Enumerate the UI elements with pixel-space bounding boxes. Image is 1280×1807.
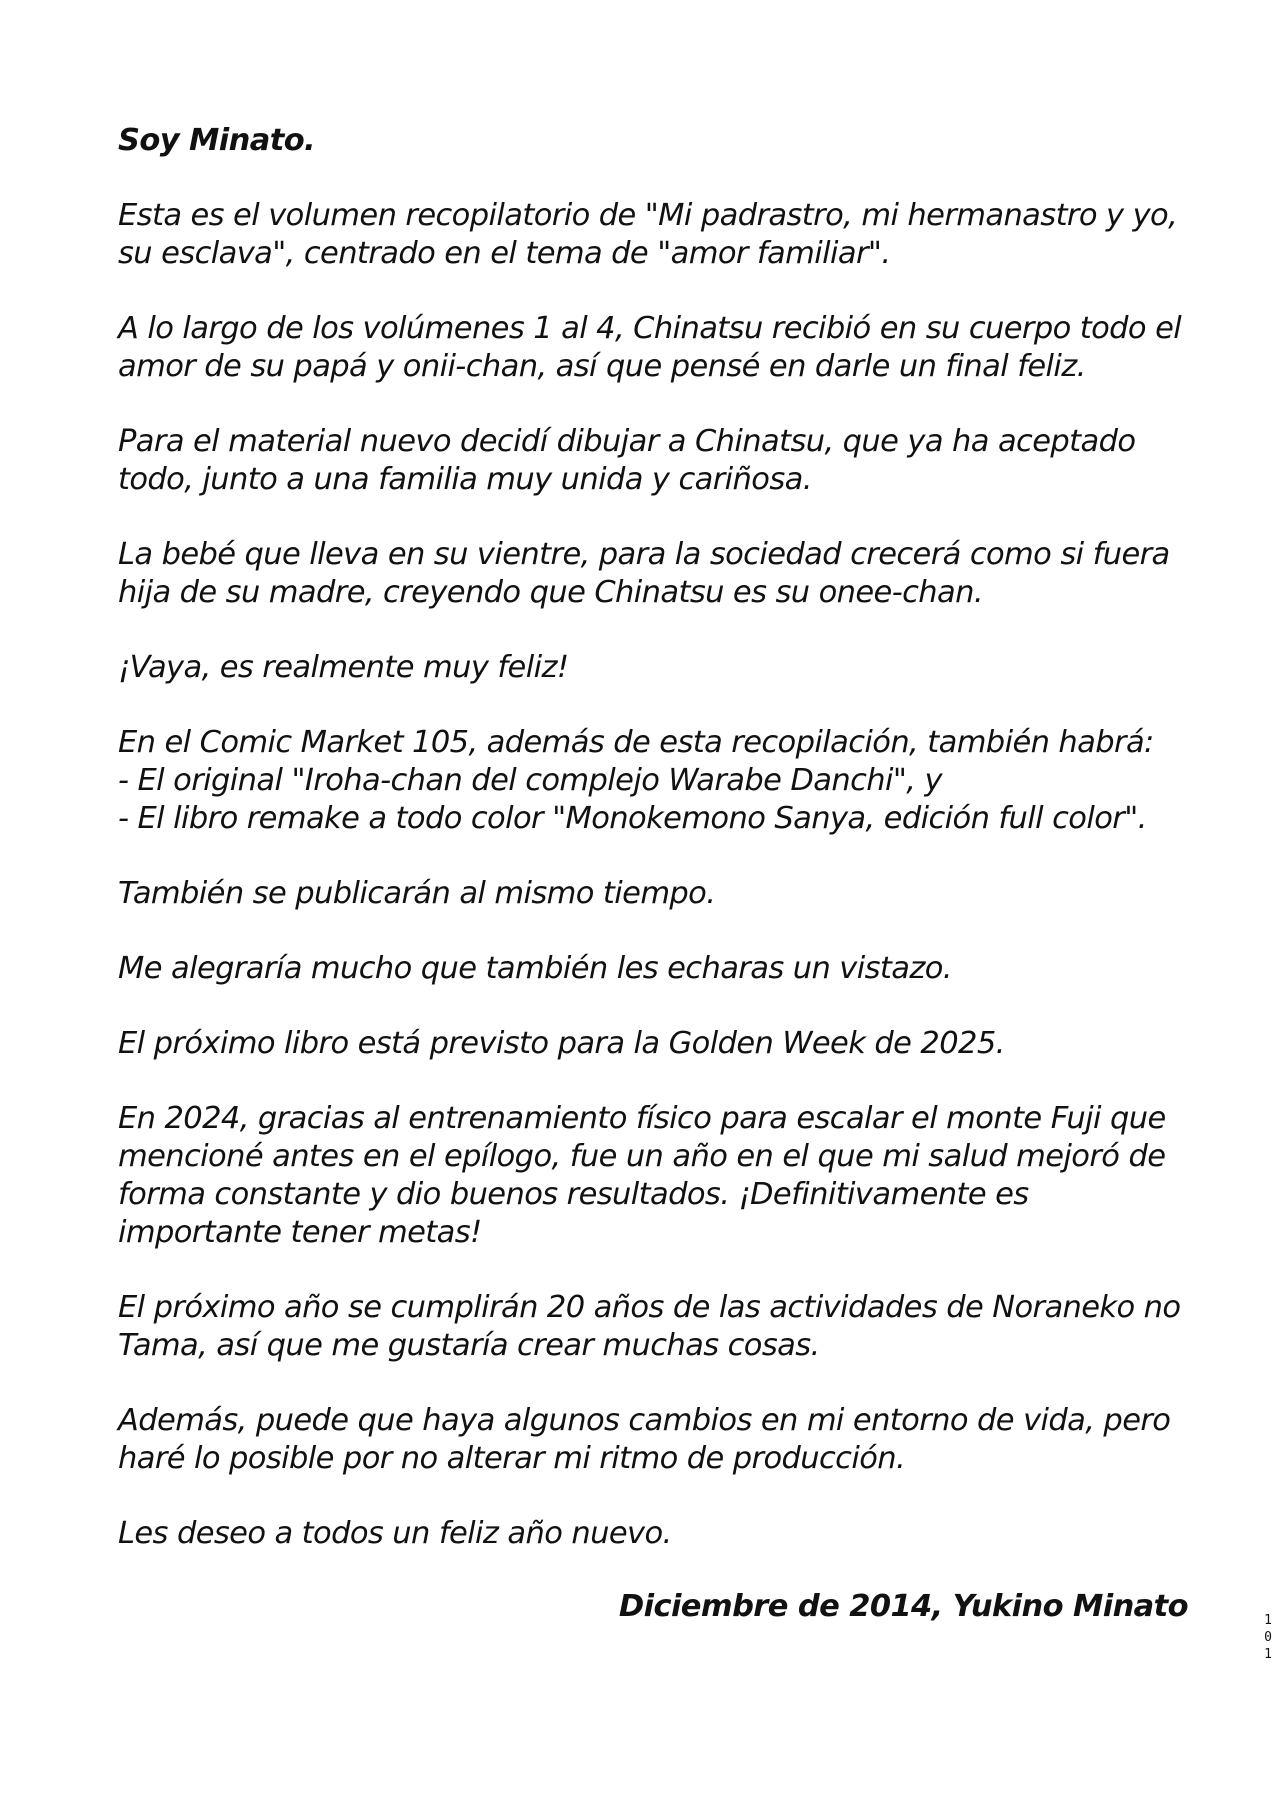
paragraph-10 bbox=[118, 1100, 1188, 1252]
paragraph-13 bbox=[118, 1515, 1188, 1553]
page-number-text bbox=[1262, 1612, 1274, 1663]
paragraph-line: amor de su papá y onii-chan, así que pensé en darle un final feliz. bbox=[118, 349, 1086, 384]
paragraph-line: - El original "Iroha-chan del complejo Warabe Danchi", y bbox=[118, 763, 942, 798]
paragraph-line: También se publicarán al mismo tiempo. bbox=[118, 876, 716, 911]
paragraph-line: haré lo posible por no alterar mi ritmo de producción. bbox=[118, 1441, 906, 1476]
page-number-digit: 1 bbox=[1264, 1613, 1272, 1628]
paragraph-line: su esclava", centrado en el tema de "amor familiar". bbox=[118, 236, 891, 271]
paragraph-line: La bebé que lleva en su vientre, para la sociedad crecerá como si fuera bbox=[118, 537, 1170, 572]
paragraph-9 bbox=[118, 1025, 1188, 1063]
paragraph-8 bbox=[118, 950, 1188, 988]
paragraph-line: todo, junto a una familia muy unida y cariñosa. bbox=[118, 462, 812, 497]
paragraph-line: Tama, así que me gustaría crear muchas cosas. bbox=[118, 1328, 820, 1363]
paragraph-line: Para el material nuevo decidí dibujar a Chinatsu, que ya ha aceptado bbox=[118, 424, 1136, 459]
paragraph-4 bbox=[118, 536, 1188, 612]
page-number bbox=[1262, 1612, 1274, 1663]
paragraph-3 bbox=[118, 423, 1188, 499]
paragraph-line: mencioné antes en el epílogo, fue un año en el que mi salud mejoró de bbox=[118, 1139, 1166, 1174]
paragraph-line: En el Comic Market 105, además de esta recopilación, también habrá: bbox=[118, 725, 1154, 760]
paragraph-line: Además, puede que haya algunos cambios en mi entorno de vida, pero bbox=[118, 1403, 1171, 1438]
paragraph-line: A lo largo de los volúmenes 1 al 4, Chinatsu recibió en su cuerpo todo el bbox=[118, 311, 1182, 346]
paragraph-line: Les deseo a todos un feliz año nuevo. bbox=[118, 1516, 672, 1551]
paragraph-2 bbox=[118, 310, 1188, 386]
paragraph-12 bbox=[118, 1402, 1188, 1478]
paragraph-line: importante tener metas! bbox=[118, 1215, 482, 1250]
greeting: Soy Minato. bbox=[118, 123, 316, 158]
paragraph-1 bbox=[118, 197, 1188, 273]
page-number-digit: 1 bbox=[1264, 1647, 1272, 1662]
paragraph-6 bbox=[118, 724, 1188, 838]
page-number-digit: 0 bbox=[1264, 1630, 1272, 1645]
paragraph-line: En 2024, gracias al entrenamiento físico para escalar el monte Fuji que bbox=[118, 1101, 1166, 1136]
paragraph-line: - El libro remake a todo color "Monokemono Sanya, edición full color". bbox=[118, 801, 1147, 836]
paragraph-line: forma constante y dio buenos resultados. ¡Definitivamente es bbox=[118, 1177, 1029, 1212]
paragraph-5 bbox=[118, 649, 1188, 687]
paragraph-7 bbox=[118, 875, 1188, 913]
paragraph-line: Esta es el volumen recopilatorio de "Mi padrastro, mi hermanastro y yo, bbox=[118, 198, 1178, 233]
paragraph-line: Me alegraría mucho que también les echaras un vistazo. bbox=[118, 951, 952, 986]
letter-body bbox=[118, 122, 1188, 1590]
paragraph-line: El próximo año se cumplirán 20 años de las actividades de Noraneko no bbox=[118, 1290, 1181, 1325]
paragraph-line: El próximo libro está previsto para la Golden Week de 2025. bbox=[118, 1026, 1005, 1061]
signature: Diciembre de 2014, Yukino Minato bbox=[618, 1589, 1188, 1624]
paragraph-line: ¡Vaya, es realmente muy feliz! bbox=[118, 650, 569, 685]
paragraph-11 bbox=[118, 1289, 1188, 1365]
paragraph-line: hija de su madre, creyendo que Chinatsu es su onee-chan. bbox=[118, 575, 983, 610]
